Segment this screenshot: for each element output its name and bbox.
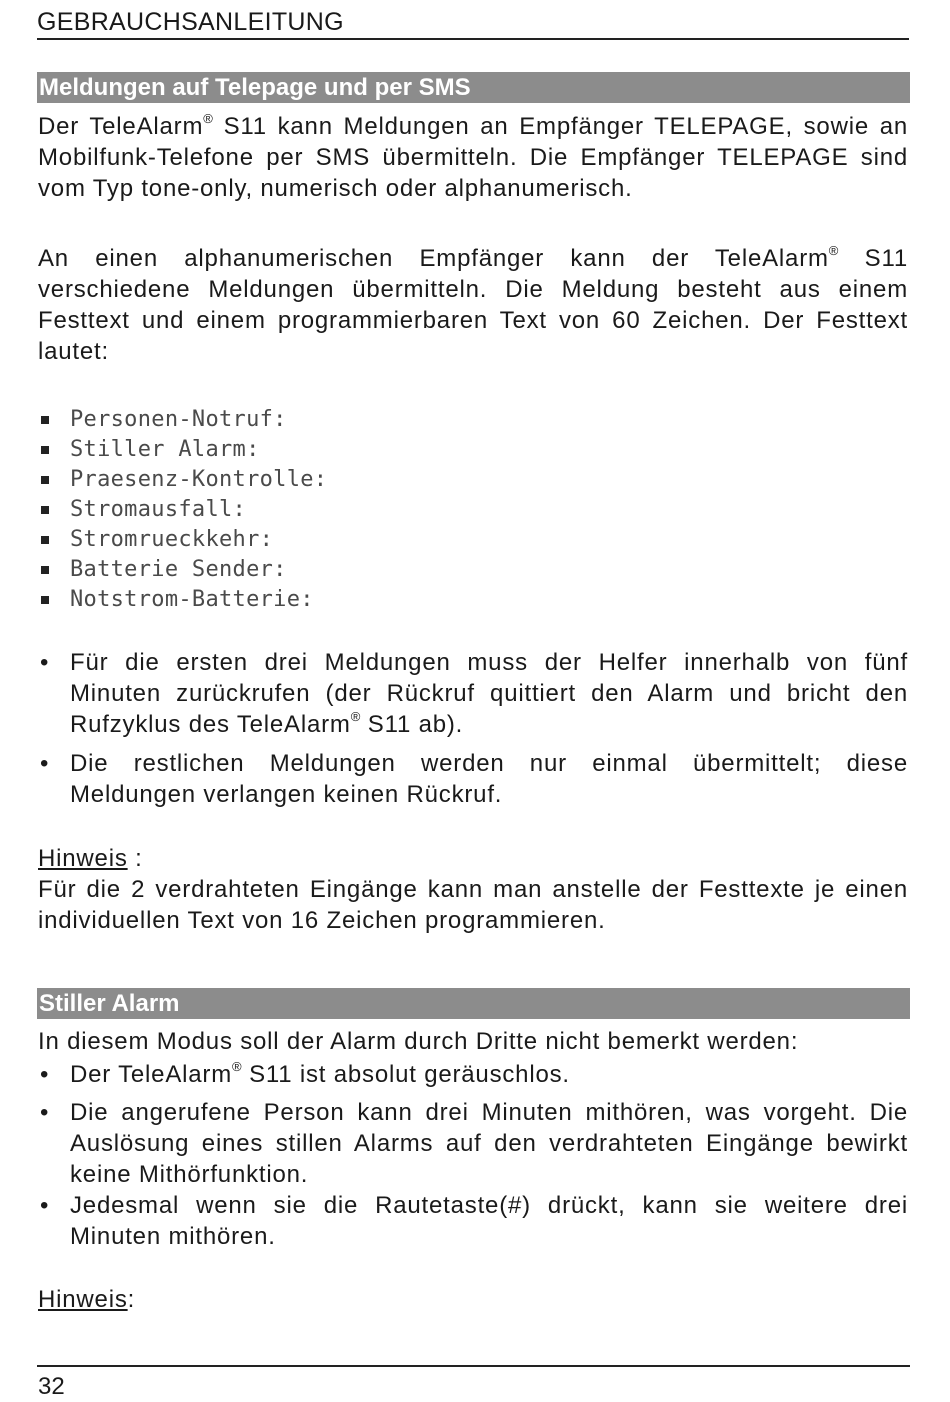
page-number: 32	[38, 1373, 65, 1400]
note-label: Hinweis	[38, 845, 128, 872]
fixed-text: Notstrom-Batterie:	[70, 587, 314, 612]
list-item	[38, 435, 327, 465]
fixed-text: Personen-Notruf:	[70, 407, 287, 432]
bullet-icon: •	[40, 1099, 50, 1126]
bullet-list-silent-alarm	[38, 1059, 908, 1252]
square-bullet-icon	[41, 596, 49, 604]
bullet-icon: •	[40, 649, 50, 676]
fixed-text: Praesenz-Kontrolle:	[70, 467, 328, 492]
paragraph-text: An einen alphanumerischen Empfänger kann der TeleAlarm	[38, 245, 829, 272]
note-colon: :	[127, 845, 143, 872]
list-item	[38, 748, 908, 810]
bullet-icon: •	[40, 750, 50, 777]
registered-mark: ®	[203, 111, 213, 126]
bullet-icon: •	[40, 1061, 50, 1088]
list-item	[38, 647, 908, 740]
fixed-text-list	[38, 405, 327, 615]
fixed-text: Batterie Sender:	[70, 557, 287, 582]
bullet-text: S11 ab).	[360, 711, 464, 738]
registered-mark: ®	[350, 709, 361, 724]
list-item	[38, 1059, 908, 1090]
fixed-text: Stromausfall:	[70, 497, 247, 522]
paragraph-silent-intro: In diesem Modus soll der Alarm durch Dritte nicht bemerkt werden:	[38, 1028, 799, 1055]
fixed-text: Stiller Alarm:	[70, 437, 260, 462]
paragraph-text: S11 verschiedene Meldungen übermitteln. Die Meldung besteht aus einem Festtext und einem programmierbaren Text von 60 Zeichen. Der Festtext lautet:	[38, 245, 908, 365]
paragraph-text: S11 kann Meldungen an Empfänger TELEPAGE, sowie an Mobilfunk-Telefone per SMS übermitteln. Die Empfänger TELEPAGE sind vom Typ tone-only, numerisch oder alphanumerisch.	[38, 113, 908, 202]
square-bullet-icon	[41, 416, 49, 424]
page-header-title: GEBRAUCHSANLEITUNG	[37, 6, 909, 40]
section-heading-telepage-sms: Meldungen auf Telepage und per SMS	[37, 72, 910, 103]
section-heading-stiller-alarm: Stiller Alarm	[37, 988, 910, 1019]
bullet-text: S11 ist absolut geräuschlos.	[241, 1061, 570, 1088]
note-silent-alarm	[38, 1284, 908, 1315]
bullet-text: Für die ersten drei Meldungen muss der Helfer innerhalb von fünf Minuten zurückrufen (der Rückruf quittiert den Alarm und bricht den Rufzyklus des TeleAlarm	[70, 649, 908, 738]
list-item	[38, 1190, 908, 1252]
square-bullet-icon	[41, 536, 49, 544]
bullet-text: Die restlichen Meldungen werden nur einmal übermittelt; diese Meldungen verlangen keinen Rückruf.	[70, 750, 908, 808]
list-item	[38, 555, 327, 585]
note-telepage	[38, 843, 908, 874]
note-label: Hinweis	[38, 1286, 128, 1313]
square-bullet-icon	[41, 446, 49, 454]
paragraph-intro-telepage	[38, 111, 908, 204]
list-item	[38, 1097, 908, 1190]
square-bullet-icon	[41, 476, 49, 484]
fixed-text: Stromrueckkehr:	[70, 527, 274, 552]
registered-mark: ®	[828, 243, 839, 258]
list-item	[38, 495, 327, 525]
registered-mark: ®	[232, 1059, 242, 1074]
paragraph-text: Der TeleAlarm	[38, 113, 204, 140]
bullet-text: Die angerufene Person kann drei Minuten mithören, was vorgeht. Die Auslösung eines stillen Alarms auf den verdrahteten Eingänge bewirkt keine Mithörfunktion.	[70, 1099, 908, 1188]
list-item	[38, 585, 327, 615]
square-bullet-icon	[41, 506, 49, 514]
square-bullet-icon	[41, 566, 49, 574]
footer-divider	[37, 1365, 910, 1367]
bullet-text: Der TeleAlarm	[70, 1061, 233, 1088]
paragraph-alphanumeric	[38, 243, 908, 367]
bullet-icon: •	[40, 1192, 50, 1219]
bullet-text: Jedesmal wenn sie die Rautetaste(#) drückt, kann sie weitere drei Minuten mithören.	[70, 1192, 908, 1250]
list-item	[38, 465, 327, 495]
list-item	[38, 525, 327, 555]
list-item	[38, 405, 327, 435]
note-text: Für die 2 verdrahteten Eingänge kann man anstelle der Festtexte je einen individuellen Text von 16 Zeichen programmieren.	[38, 876, 908, 934]
note-colon: :	[127, 1286, 136, 1313]
bullet-list-callback	[38, 647, 908, 810]
